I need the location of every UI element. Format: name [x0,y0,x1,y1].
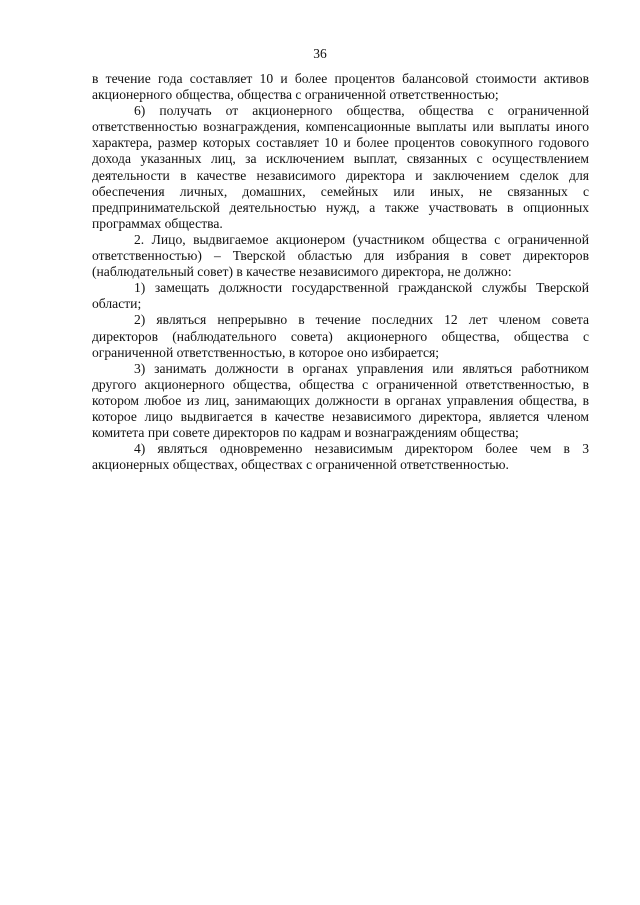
paragraph-item-2: 2) являться непрерывно в течение последних 12 лет членом совета директоров (наблюдательного совета) акционерного общества, общества с ограниченной ответственностью, в которое оно избирается; [92,312,589,360]
paragraph-item-1: 1) замещать должности государственной гражданской службы Тверской области; [92,280,589,312]
paragraph-continuation: в течение года составляет 10 и более процентов балансовой стоимости активов акционерного общества, общества с ограниченной ответственностью; [92,71,589,103]
paragraph-item-6: 6) получать от акционерного общества, общества с ограниченной ответственностью вознаграждения, компенсационные выплаты или выплаты иного характера, размер которых составляет 10 и более процентов совокупного годового дохода указанных лиц, за исключением выплат, связанных с осуществлением деятельности в качестве независимого директора и заключением сделок для обеспечения личных, домашних, семейных или иных, не связанных с предпринимательской деятельностью нужд, а также участвовать в опционных программах общества. [92,103,589,231]
document-body [92,71,589,473]
paragraph-item-3: 3) занимать должности в органах управления или являться работником другого акционерного общества, общества с ограниченной ответственностью, в котором любое из лиц, занимающих должности в органах управления общества, в которое лицо выдвигается в качестве независимого директора, является членом комитета при совете директоров по кадрам и вознаграждениям общества; [92,360,589,441]
page-number: 36 [313,46,327,61]
paragraph-item-4: 4) являться одновременно независимым директором более чем в 3 акционерных обществах, обществах с ограниченной ответственностью. [92,441,589,473]
paragraph-section-2: 2. Лицо, выдвигаемое акционером (участником общества с ограниченной ответственностью) – Тверской областью для избрания в совет директоров (наблюдательный совет) в качестве независимого директора, не должно: [92,231,589,280]
